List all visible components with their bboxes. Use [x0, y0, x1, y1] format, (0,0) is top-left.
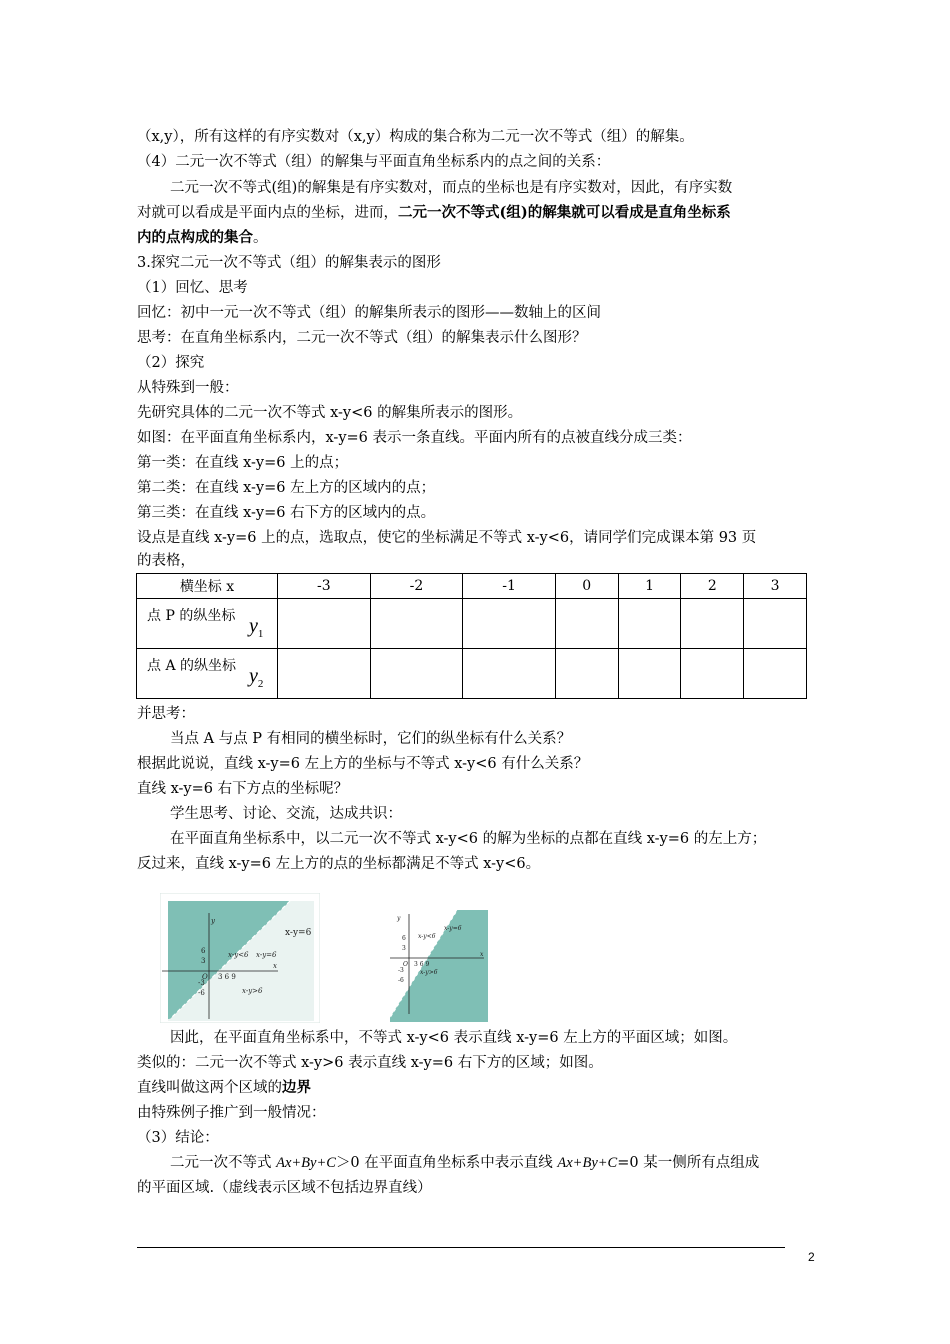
text-line [137, 228, 268, 248]
text-line: 第三类：在直线 x-y=6 右下方的区域内的点。 [137, 505, 436, 521]
y-tick-label: -6 [398, 977, 404, 984]
region-label: x-y<6 [228, 951, 249, 959]
table-cell [370, 649, 463, 699]
text-line [137, 203, 731, 223]
text-line: 二元一次不等式(组)的解集是有序实数对，而点的坐标也是有序实数对，因此，有序实数 [170, 180, 733, 196]
table-header-cell: 0 [555, 574, 618, 599]
text-line: 先研究具体的二元一次不等式 x-y<6 的解集所表示的图形。 [137, 405, 523, 421]
text-span: ＞0 在平面直角坐标系中表示直线 [335, 1155, 558, 1171]
text-line: （4）二元一次不等式（组）的解集与平面直角坐标系内的点之间的关系： [137, 154, 611, 170]
text-line: 第二类：在直线 x-y=6 左上方的区域内的点； [137, 480, 436, 496]
table-cell [618, 599, 681, 649]
text-line: 类似的：二元一次不等式 x-y>6 表示直线 x-y=6 右下方的区域；如图。 [137, 1055, 603, 1071]
y-tick-label: 3 [201, 957, 206, 965]
table-cell [370, 599, 463, 649]
text-span: 。 [253, 230, 268, 246]
table-cell [278, 649, 371, 699]
table-cell [744, 649, 807, 699]
row-variable [249, 665, 263, 690]
text-line: （x,y），所有这样的有序实数对（x,y）构成的集合称为二元一次不等式（组）的解集。 [137, 129, 694, 145]
table-cell [278, 599, 371, 649]
text-span: 二元一次不等式 [170, 1155, 277, 1171]
y-tick-label: 6 [402, 935, 406, 942]
section-heading: 3.探究二元一次不等式（组）的解集表示的图形 [137, 255, 441, 271]
text-line: 设点是直线 x-y=6 上的点，选取点，使它的坐标满足不等式 x-y<6，请同学们完成课本第 93 页 [137, 530, 757, 546]
row-label-text: 点 P 的纵坐标 [147, 608, 236, 624]
origin-label: O [202, 973, 208, 981]
text-line: 回忆：初中一元一次不等式（组）的解集所表示的图形——数轴上的区间 [137, 305, 601, 321]
text-span: 对就可以看成是平面内点的坐标，进而， [137, 205, 398, 221]
coordinate-table [136, 573, 807, 699]
bold-term: 边界 [282, 1079, 311, 1096]
figure-region-lower-right [390, 910, 488, 1022]
region-label: x-y<6 [418, 933, 436, 940]
x-tick-labels: 3 6 9 [414, 961, 430, 968]
math-expression: Ax+By+C [557, 1155, 618, 1171]
text-span: =0 某一侧所有点组成 [617, 1155, 760, 1171]
y-tick-label: -3 [398, 967, 404, 974]
table-row-label [137, 599, 278, 649]
y-tick-label: -6 [198, 989, 205, 997]
region-label: x-y>6 [242, 987, 263, 995]
y-axis-label: y [211, 917, 215, 925]
figure-region-upper-left [160, 893, 320, 1023]
text-line: 当点 A 与点 P 有相同的横坐标时，它们的纵坐标有什么关系？ [170, 731, 572, 747]
table-header-cell: -2 [370, 574, 463, 599]
region-label: x-y>6 [420, 969, 438, 976]
text-line: 第一类：在直线 x-y=6 上的点； [137, 455, 349, 471]
variable-name: y [249, 665, 258, 687]
text-line: 如图：在平面直角坐标系内，x-y=6 表示一条直线。平面内所有的点被直线分成三类： [137, 430, 692, 446]
text-line: 思考：在直角坐标系内，二元一次不等式（组）的解集表示什么图形？ [137, 330, 587, 346]
variable-subscript: 2 [257, 678, 264, 690]
table-header-cell: 2 [681, 574, 744, 599]
text-span: 直线叫做这两个区域的 [137, 1080, 282, 1096]
row-variable [249, 615, 263, 640]
table-row [137, 599, 807, 649]
x-axis-label: x [480, 951, 484, 958]
text-line: 由特殊例子推广到一般情况： [137, 1105, 326, 1121]
text-line: 因此，在平面直角坐标系中，不等式 x-y<6 表示直线 x-y=6 左上方的平面区域；如图。 [170, 1030, 738, 1046]
table-cell [463, 649, 556, 699]
table-cell [555, 649, 618, 699]
bold-conclusion: 二元一次不等式(组)的解集就可以看成是直角坐标系 [398, 204, 731, 221]
variable-subscript: 1 [257, 628, 264, 640]
table-row [137, 649, 807, 699]
text-line [137, 1078, 311, 1098]
line-label: x-y=6 [444, 925, 462, 932]
equation-label: x-y=6 [285, 928, 312, 938]
y-tick-label: 3 [402, 945, 406, 952]
table-cell [618, 649, 681, 699]
text-line: 根据此说说，直线 x-y=6 左上方的坐标与不等式 x-y<6 有什么关系？ [137, 756, 589, 772]
subsection-heading: （2）探究 [137, 355, 205, 371]
table-row-label [137, 649, 278, 699]
subsection-heading: （1）回忆、思考 [137, 280, 248, 296]
subsection-heading: （3）结论： [137, 1130, 219, 1146]
y-tick-label: -3 [198, 979, 205, 987]
text-line: 的表格， [137, 553, 195, 569]
footer-divider [137, 1247, 785, 1248]
text-line: 从特殊到一般： [137, 380, 239, 396]
table-header-cell: -3 [278, 574, 371, 599]
table-header-cell: -1 [463, 574, 556, 599]
page-number: 2 [808, 1250, 815, 1264]
x-tick-labels: 3 6 9 [218, 973, 236, 981]
text-line: 学生思考、讨论、交流，达成共识： [170, 806, 402, 822]
table-header-cell: 3 [744, 574, 807, 599]
y-tick-label: 6 [201, 947, 206, 955]
text-line [170, 1153, 759, 1173]
table-header-cell: 1 [618, 574, 681, 599]
table-header-row [137, 574, 807, 599]
variable-name: y [249, 615, 258, 637]
text-line: 反过来，直线 x-y=6 左上方的点的坐标都满足不等式 x-y<6。 [137, 856, 541, 872]
line-label: x-y=6 [256, 951, 277, 959]
table-cell [744, 599, 807, 649]
table-header-cell: 横坐标 x [137, 574, 278, 599]
row-label-text: 点 A 的纵坐标 [147, 658, 237, 674]
math-expression: Ax+By+C [276, 1155, 336, 1171]
bold-conclusion-end: 内的点构成的集合 [137, 229, 253, 246]
table-cell [681, 599, 744, 649]
text-line: 并思考： [137, 706, 195, 722]
text-line: 的平面区域.（虚线表示区域不包括边界直线） [137, 1180, 432, 1196]
x-axis-label: x [273, 962, 277, 970]
table-cell [681, 649, 744, 699]
table-cell [555, 599, 618, 649]
text-line: 直线 x-y=6 右下方点的坐标呢？ [137, 781, 349, 797]
text-line: 在平面直角坐标系中，以二元一次不等式 x-y<6 的解为坐标的点都在直线 x-y=6 的左上方； [170, 831, 767, 847]
origin-label: O [403, 961, 408, 968]
y-axis-label: y [397, 915, 401, 922]
table-cell [463, 599, 556, 649]
